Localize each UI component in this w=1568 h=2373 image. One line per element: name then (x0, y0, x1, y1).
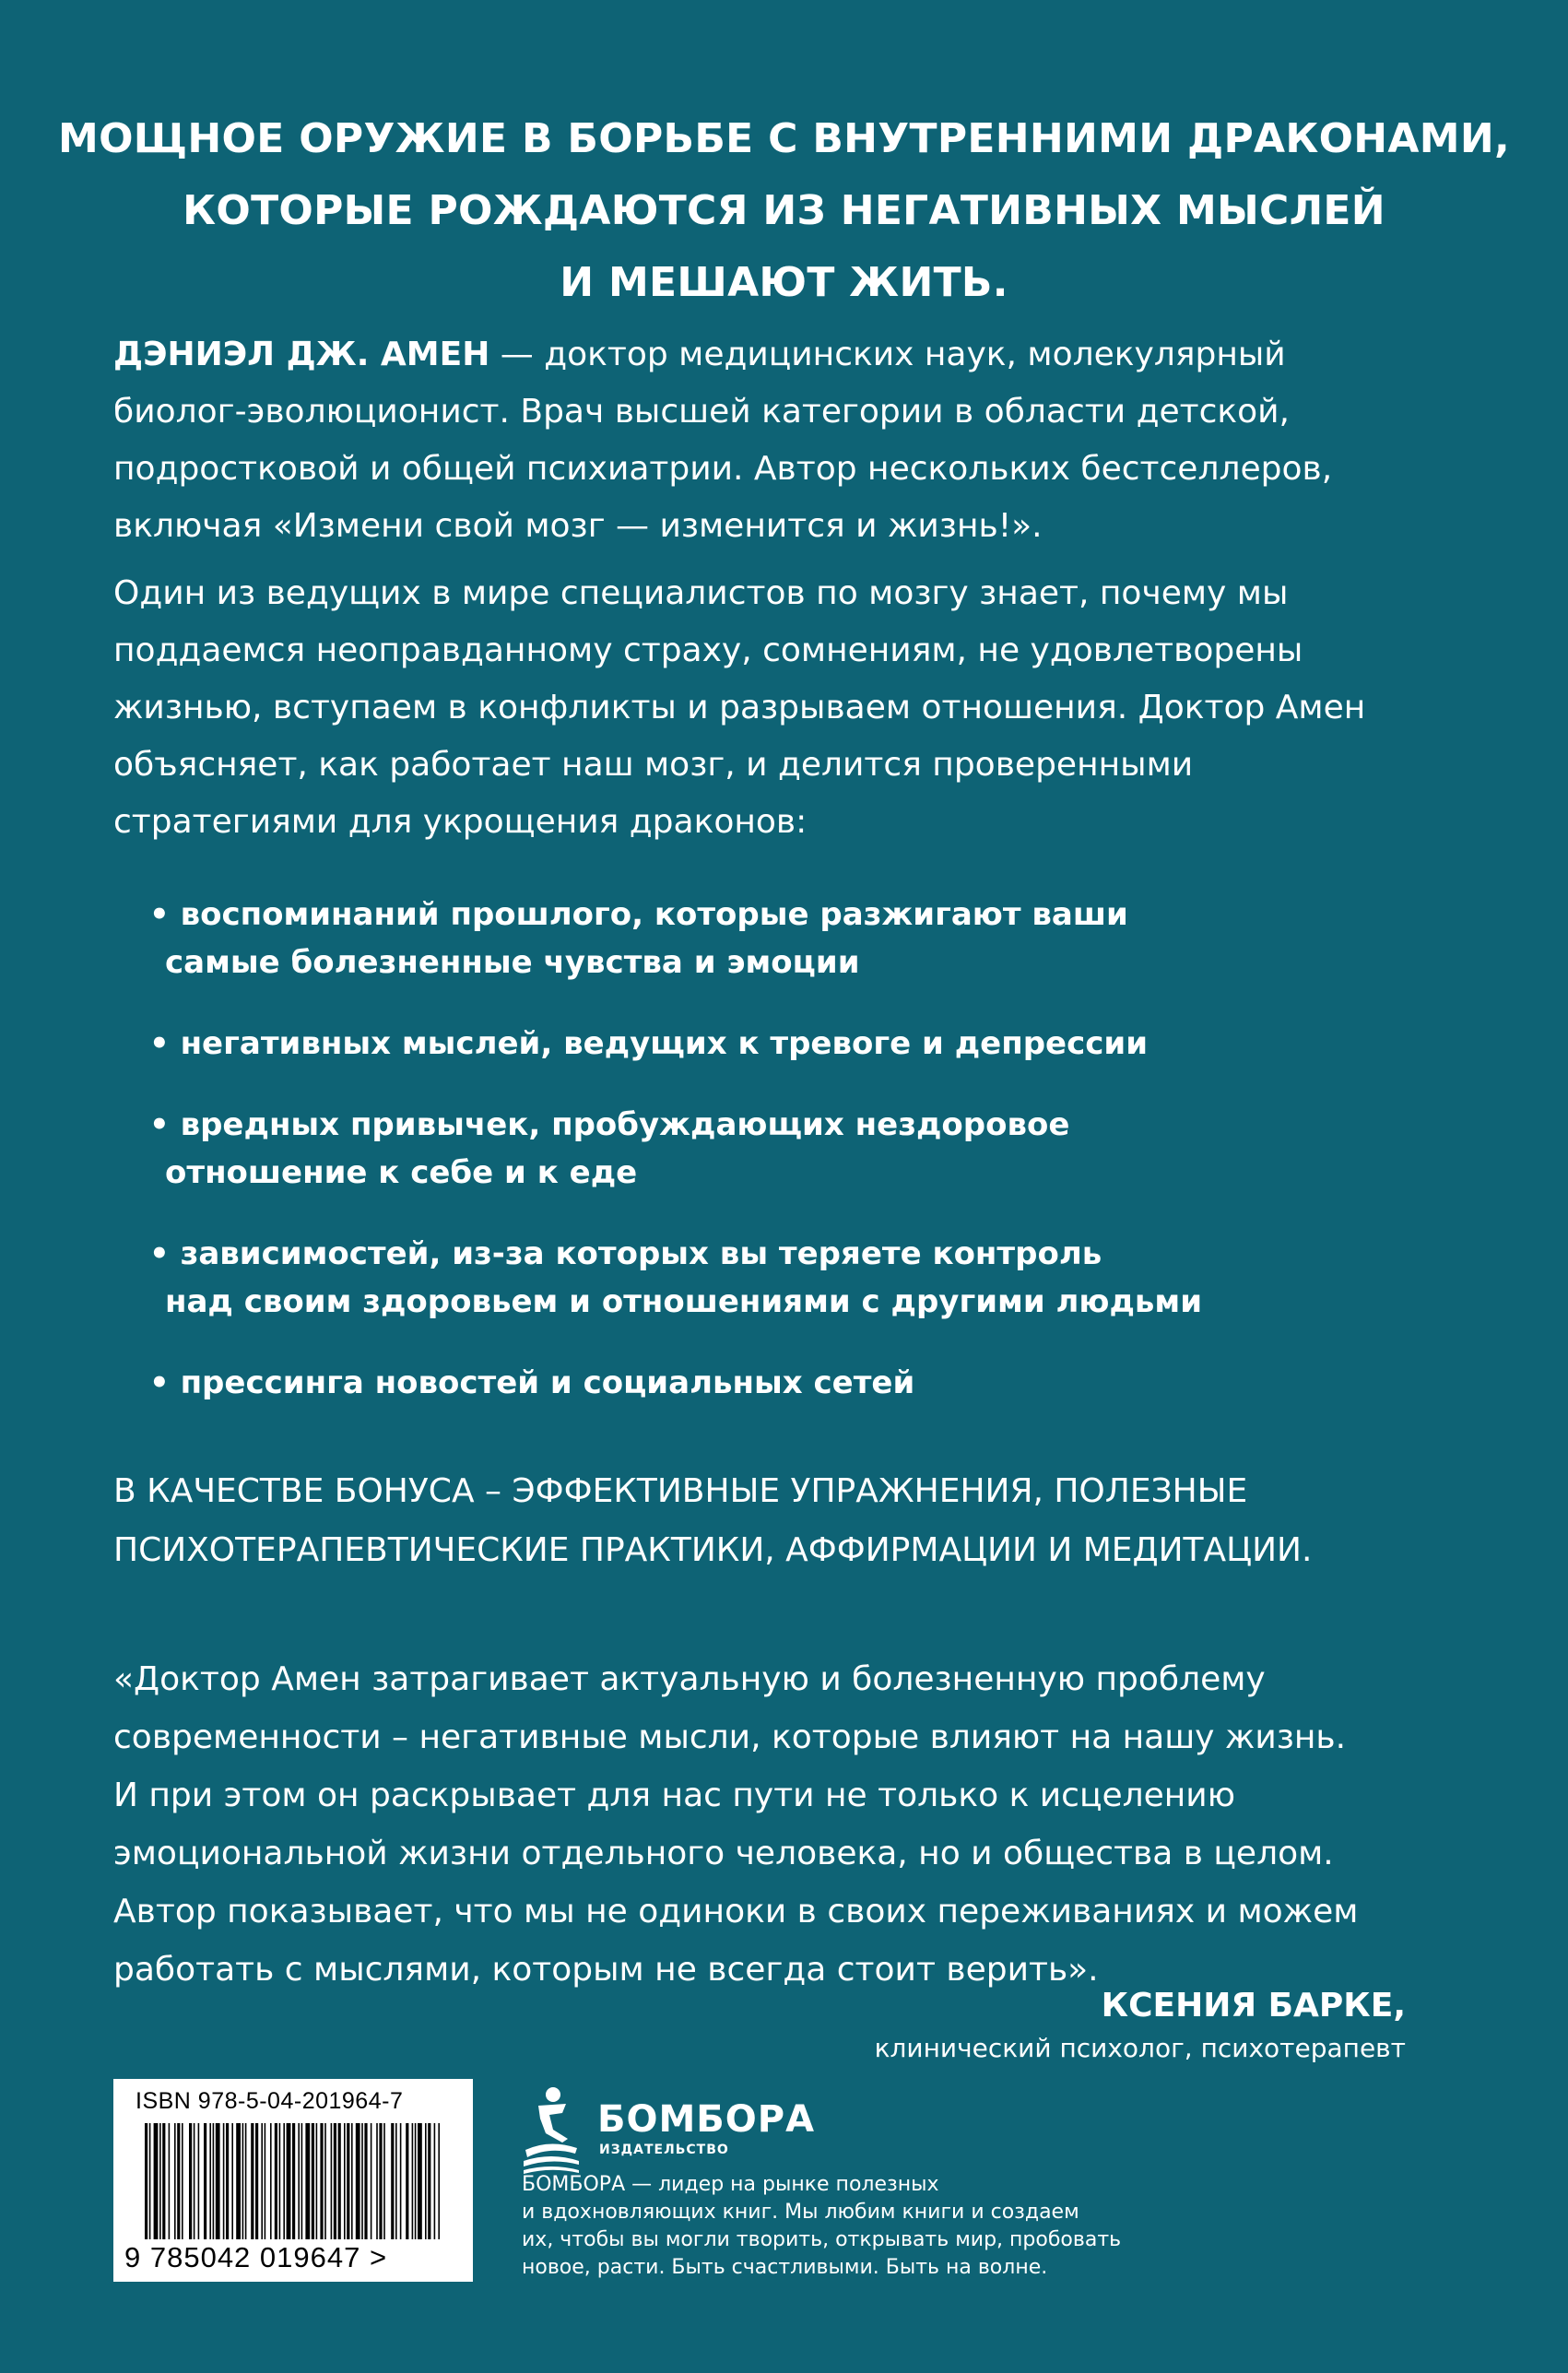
barcode-bar (216, 2123, 220, 2239)
barcode-bar (182, 2123, 183, 2239)
publisher-line: БОМБОРА — лидер на рынке полезных (522, 2173, 939, 2196)
publisher-line: и вдохновляющих книг. Мы любим книги и создаем (522, 2201, 1079, 2224)
headline-line: И МЕШАЮТ ЖИТЬ. (560, 259, 1008, 306)
barcode-bar (270, 2123, 272, 2239)
barcode-bar (279, 2123, 281, 2239)
bullet-list (149, 891, 1440, 1440)
barcode-bar (438, 2123, 440, 2239)
bonus-paragraph (113, 1462, 1478, 1580)
barcode-bar (412, 2123, 414, 2239)
author-bio-line: включая «Измени свой мозг — изменится и жизнь!». (113, 507, 1043, 545)
barcode-bar (418, 2123, 422, 2239)
headline-line: КОТОРЫЕ РОЖДАЮТСЯ ИЗ НЕГАТИВНЫХ МЫСЛЕЙ (183, 187, 1385, 234)
barcode-bar (265, 2123, 266, 2239)
barcode-bar (204, 2123, 206, 2239)
barcode-bar (149, 2123, 151, 2239)
quote-line: эмоциональной жизни отдельного человека, но и общества в целом. (113, 1835, 1334, 1872)
barcode-bar (356, 2123, 360, 2239)
bonus-line: В КАЧЕСТВЕ БОНУСА – ЭФФЕКТИВНЫЕ УПРАЖНЕНИЯ, ПОЛЕЗНЫЕ (113, 1472, 1248, 1510)
barcode-bars (145, 2123, 440, 2239)
barcode-bar (255, 2123, 258, 2239)
barcode-bar (209, 2123, 211, 2239)
isbn-label: ISBN 978-5-04-201964-7 (136, 2088, 404, 2114)
intro-line: стратегиями для укрощения драконов: (113, 803, 808, 841)
bonus-line: ПСИХОТЕРАПЕВТИЧЕСКИЕ ПРАКТИКИ, АФФИРМАЦИИ И МЕДИТАЦИИ. (113, 1531, 1313, 1569)
barcode-bar (162, 2123, 165, 2239)
list-item (149, 1230, 1440, 1326)
isbn-digits: 9 785042 019647 > (124, 2241, 388, 2273)
bullet-text: • зависимостей, из-за которых вы теряете контроль (149, 1235, 1102, 1272)
barcode-bar (213, 2123, 215, 2239)
barcode-bar (298, 2123, 300, 2239)
barcode-bar (434, 2123, 436, 2239)
author-name: ДЭНИЭЛ ДЖ. АМЕН (113, 336, 490, 373)
barcode-bar (415, 2123, 417, 2239)
barcode-bar (154, 2123, 159, 2239)
barcode-bar (194, 2123, 195, 2239)
barcode-bar (251, 2123, 253, 2239)
author-bio (113, 326, 1459, 555)
barcode-bar (376, 2123, 378, 2239)
barcode-bar (338, 2123, 341, 2239)
quote-author-role: клинический психолог, психотерапевт (874, 2033, 1406, 2063)
barcode-bar (312, 2123, 314, 2239)
list-item (149, 1020, 1440, 1068)
list-item (149, 1101, 1440, 1197)
barcode-bar (320, 2123, 323, 2239)
barcode-bar (275, 2123, 277, 2239)
barcode-bar (428, 2123, 430, 2239)
barcode-bar (177, 2123, 180, 2239)
bullet-text: самые болезненные чувства и эмоции (165, 944, 860, 981)
author-bio-line: подростковой и общей психиатрии. Автор нескольких бестселлеров, (113, 450, 1333, 488)
bullet-text: • прессинга новостей и социальных сетей (149, 1364, 915, 1401)
bullet-text: над своим здоровьем и отношениями с другими людьми (165, 1283, 1203, 1320)
barcode-bar (400, 2123, 402, 2239)
barcode-bar (425, 2123, 427, 2239)
publisher-description (522, 2171, 1167, 2282)
barcode-bar (245, 2123, 247, 2239)
author-bio-line (113, 326, 1459, 384)
quote-paragraph (113, 1650, 1459, 1999)
headline-line: МОЩНОЕ ОРУЖИЕ В БОРЬБЕ С ВНУТРЕННИМИ ДРАКОНАМИ, (57, 115, 1511, 162)
quote-author: КСЕНИЯ БАРКЕ, (1101, 1987, 1406, 2025)
barcode-bar (364, 2123, 367, 2239)
quote-line: И при этом он раскрывает для нас пути не только к исцелению (113, 1777, 1236, 1814)
quote-line: современности – негативные мысли, которые влияют на нашу жизнь. (113, 1718, 1347, 1756)
intro-line: Один из ведущих в мире специалистов по мозгу знает, почему мы (113, 574, 1289, 612)
list-item (149, 891, 1440, 986)
intro-line: поддаемся неоправданному страху, сомнениям, не удовлетворены (113, 632, 1303, 669)
barcode-bar (189, 2123, 192, 2239)
barcode-bar (391, 2123, 394, 2239)
barcode-bar (379, 2123, 382, 2239)
barcode-bar (347, 2123, 349, 2239)
quote-line: работать с мыслями, которым не всегда стоит верить». (113, 1951, 1099, 1989)
barcode-bar (231, 2123, 233, 2239)
barcode-bar (331, 2123, 333, 2239)
barcode-bar (292, 2123, 295, 2239)
intro-line: жизнью, вступаем в конфликты и разрываем отношения. Доктор Амен (113, 689, 1366, 726)
barcode-bar (169, 2123, 171, 2239)
barcode-bar (198, 2123, 200, 2239)
author-bio-text: — доктор медицинских наук, молекулярный (489, 336, 1286, 373)
barcode-bar (316, 2123, 318, 2239)
bullet-text: • вредных привычек, пробуждающих нездоровое (149, 1106, 1070, 1143)
headline (0, 103, 1568, 319)
intro-line: объясняет, как работает наш мозг, и делится проверенными (113, 746, 1194, 784)
barcode-bar (159, 2123, 161, 2239)
barcode-bar (223, 2123, 225, 2239)
bullet-text: • негативных мыслей, ведущих к тревоге и депрессии (149, 1025, 1149, 1062)
barcode-bar (383, 2123, 385, 2239)
barcode-bar (361, 2123, 363, 2239)
barcode-bar (305, 2123, 310, 2239)
barcode-bar (351, 2123, 353, 2239)
quote-line: Автор показывает, что мы не одиноки в своих переживаниях и можем (113, 1893, 1359, 1930)
barcode-bar (301, 2123, 303, 2239)
bullet-text: отношение к себе и к еде (165, 1154, 638, 1191)
publisher-line: их, чтобы вы могли творить, открывать мир, пробовать (522, 2228, 1122, 2251)
barcode-bar (406, 2123, 408, 2239)
publisher-logo-subtitle: ИЗДАТЕЛЬСТВО (599, 2143, 729, 2157)
barcode-bar (344, 2123, 346, 2239)
bullet-text: • воспоминаний прошлого, которые разжигают ваши (149, 896, 1128, 933)
barcode-bar (324, 2123, 326, 2239)
barcode-bar (395, 2123, 397, 2239)
publisher-line: новое, расти. Быть счастливыми. Быть на волне. (522, 2256, 1048, 2279)
barcode-bar (145, 2123, 147, 2239)
quote-line: «Доктор Амен затрагивает актуальную и болезненную проблему (113, 1660, 1266, 1698)
barcode-bar (242, 2123, 244, 2239)
barcode-bar (261, 2123, 263, 2239)
barcode-bar (283, 2123, 285, 2239)
isbn-barcode (113, 2079, 473, 2282)
barcode-bar (371, 2123, 372, 2239)
list-item (149, 1359, 1440, 1407)
barcode-bar (287, 2123, 291, 2239)
publisher-logo-name: БОМБОРА (597, 2098, 816, 2141)
barcode-bar (334, 2123, 336, 2239)
surfer-icon (522, 2085, 581, 2174)
barcode-bar (174, 2123, 176, 2239)
publisher-logo (522, 2085, 816, 2178)
intro-paragraph (113, 565, 1459, 851)
barcode-bar (226, 2123, 229, 2239)
barcode-bar (236, 2123, 241, 2239)
author-bio-line: биолог-эволюционист. Врач высшей категории в области детской, (113, 393, 1290, 431)
